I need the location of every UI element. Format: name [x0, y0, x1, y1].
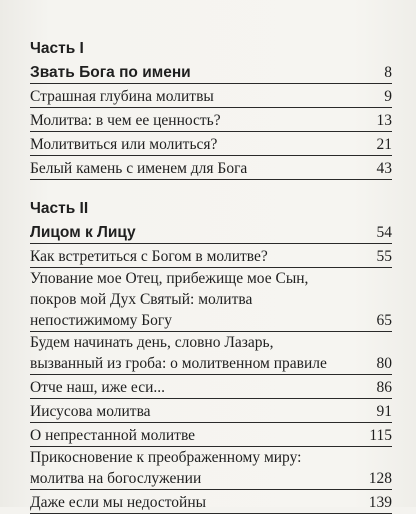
toc-entry[interactable] [30, 132, 392, 156]
toc-entry-page-number: 80 [376, 355, 392, 372]
toc-entry-page-number: 65 [376, 312, 392, 329]
part-1-entries [30, 60, 392, 180]
bleed-through-text [70, 0, 400, 42]
toc-entry-title [30, 401, 377, 422]
toc-entry-title [30, 158, 377, 179]
toc-entry-title [30, 222, 377, 243]
toc-entry-title-line: Лицом к Лицу [30, 224, 136, 241]
part-2-entries [30, 220, 392, 514]
toc-entry-title [30, 110, 377, 131]
toc-entry-title-line: молитва на богослужении [30, 470, 202, 487]
toc-entry-title-line: вызванный из гроба: о молитвенном правиле [30, 355, 327, 372]
toc-entry-title-line: Иисусова молитва [30, 403, 151, 420]
toc-entry-title-line: непостижимому Богу [30, 312, 173, 329]
toc-entry[interactable] [30, 268, 392, 332]
toc-entry-title [30, 268, 377, 331]
toc-entry-page-number: 86 [376, 379, 392, 396]
toc-entry-page-number: 21 [376, 136, 392, 153]
toc-entry[interactable] [30, 399, 392, 423]
toc-entry-page-number: 139 [368, 494, 392, 511]
part-2-heading: Часть II [30, 200, 89, 217]
toc-entry-title [30, 86, 384, 107]
toc-entry[interactable] [30, 84, 392, 108]
toc-entry-page-number: 128 [368, 470, 392, 487]
toc-entry-title [30, 332, 377, 374]
toc-entry-page-number: 9 [384, 88, 392, 105]
toc-entry-title [30, 134, 377, 155]
toc-entry[interactable] [30, 108, 392, 132]
toc-entry-title [30, 425, 369, 446]
table-of-contents [30, 38, 392, 514]
toc-entry-title-line: Молитва: в чем ее ценность? [30, 112, 221, 129]
toc-entry[interactable] [30, 423, 392, 447]
toc-entry-title-line: Отче наш, иже еси... [30, 379, 165, 396]
toc-entry-page-number: 8 [384, 64, 392, 81]
toc-entry-title-line: Упование мое Отец, прибежище мое Сын, [30, 270, 309, 287]
toc-entry-page-number: 43 [376, 160, 392, 177]
toc-entry-title [30, 447, 369, 489]
part-1-heading: Часть I [30, 40, 84, 57]
toc-entry-page-number: 13 [376, 112, 392, 129]
toc-entry[interactable] [30, 156, 392, 180]
toc-entry-title-line: покров мой Дух Святый: молитва [30, 291, 253, 308]
toc-entry-page-number: 115 [369, 427, 392, 444]
toc-entry-title [30, 62, 384, 83]
toc-entry-title-line: О непрестанной молитве [30, 427, 196, 444]
toc-entry[interactable] [30, 60, 392, 84]
toc-entry-title-line: Будем начинать день, словно Лазарь, [30, 334, 274, 351]
toc-entry-title [30, 246, 377, 267]
toc-entry-title-line: Страшная глубина молитвы [30, 88, 214, 105]
toc-entry-title-line: Молитвиться или молиться? [30, 136, 218, 153]
toc-entry-title-line: Как встретиться с Богом в молитве? [30, 248, 268, 265]
toc-entry[interactable] [30, 447, 392, 490]
toc-entry[interactable] [30, 244, 392, 268]
toc-entry-title-line: Прикосновение к преображенному миру: [30, 449, 302, 466]
toc-entry[interactable] [30, 220, 392, 244]
toc-entry-title [30, 492, 369, 513]
toc-entry[interactable] [30, 490, 392, 514]
toc-entry-title-line: Даже если мы недостойны [30, 494, 207, 511]
toc-entry[interactable] [30, 332, 392, 375]
part-gap [30, 180, 392, 198]
toc-entry-title-line: Белый камень с именем для Бога [30, 160, 248, 177]
toc-entry-title-line: Звать Бога по имени [30, 64, 191, 81]
toc-entry-title [30, 377, 377, 398]
toc-entry-page-number: 55 [376, 248, 392, 265]
toc-entry-page-number: 54 [376, 224, 392, 241]
toc-entry[interactable] [30, 375, 392, 399]
toc-entry-page-number: 91 [376, 403, 392, 420]
